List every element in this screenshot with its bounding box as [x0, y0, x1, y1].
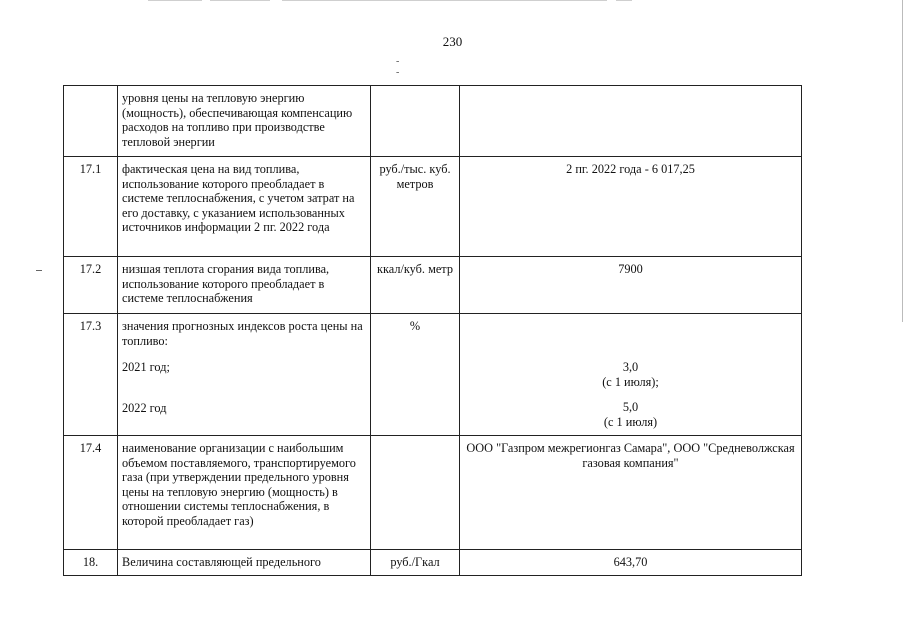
- index-2022-value: 5,0: [622, 400, 639, 415]
- page-dash: - -: [396, 56, 403, 78]
- top-scan-line-3: [282, 0, 607, 1]
- row-unit: %: [371, 314, 460, 436]
- top-scan-line-4: [616, 0, 632, 1]
- row-description-text: значения прогнозных индексов роста цены на топливо:: [122, 319, 363, 348]
- row-number: 17.4: [64, 436, 118, 550]
- table-row: [64, 86, 802, 157]
- year-label-2022: 2022 год: [122, 400, 167, 415]
- row-number: 17.2: [64, 257, 118, 314]
- index-2021-note: (с 1 июля);: [602, 374, 659, 389]
- table-row: [64, 550, 802, 576]
- year-label-2021: 2021 год;: [122, 360, 170, 375]
- top-scan-line-1: [148, 0, 202, 1]
- margin-mark: [36, 270, 42, 271]
- row-value: [460, 314, 802, 436]
- row-value: 643,70: [460, 550, 802, 576]
- table-row: [64, 436, 802, 550]
- row-value: [460, 86, 802, 157]
- row-unit: ккал/куб. метр: [371, 257, 460, 314]
- row-description: Величина составляющей предельного: [118, 550, 371, 576]
- row-description: низшая теплота сгорания вида топлива, использование которого преобладает в системе теплоснабжения: [118, 257, 371, 314]
- top-scan-line-2: [210, 0, 270, 1]
- table-row: [64, 157, 802, 257]
- index-2022-note: (с 1 июля): [603, 414, 658, 429]
- index-2021-value: 3,0: [622, 360, 639, 374]
- table-row: [64, 257, 802, 314]
- table-row: [64, 314, 802, 436]
- page-number: 230: [442, 34, 463, 49]
- row-unit: руб./тыс. куб. метров: [371, 157, 460, 257]
- row-value: ООО "Газпром межрегионгаз Самара", ООО "Средневолжская газовая компания": [460, 436, 802, 550]
- row-value: 2 пг. 2022 года - 6 017,25: [460, 157, 802, 257]
- row-value: 7900: [460, 257, 802, 314]
- row-unit: [371, 436, 460, 550]
- row-description: уровня цены на тепловую энергию (мощность), обеспечивающая компенсацию расходов на топливо при производстве тепловой энергии: [118, 86, 371, 157]
- row-number: [64, 86, 118, 157]
- row-description: наименование организации с наибольшим объемом поставляемого, транспортируемого газа (при утверждении предельного уровня цены на тепловую энергию (мощность) в отношении системы теплоснабжения, в которой преобладает газ): [118, 436, 371, 550]
- row-number: 17.3: [64, 314, 118, 436]
- row-description: [118, 314, 371, 436]
- row-description: фактическая цена на вид топлива, использование которого преобладает в системе теплоснабжения, с учетом затрат на его доставку, с указанием использованных источников информации 2 пг. 2022 года: [118, 157, 371, 257]
- row-number: 18.: [64, 550, 118, 576]
- row-unit: [371, 86, 460, 157]
- row-unit: руб./Гкал: [371, 550, 460, 576]
- tariff-table: [63, 85, 802, 576]
- row-number: 17.1: [64, 157, 118, 257]
